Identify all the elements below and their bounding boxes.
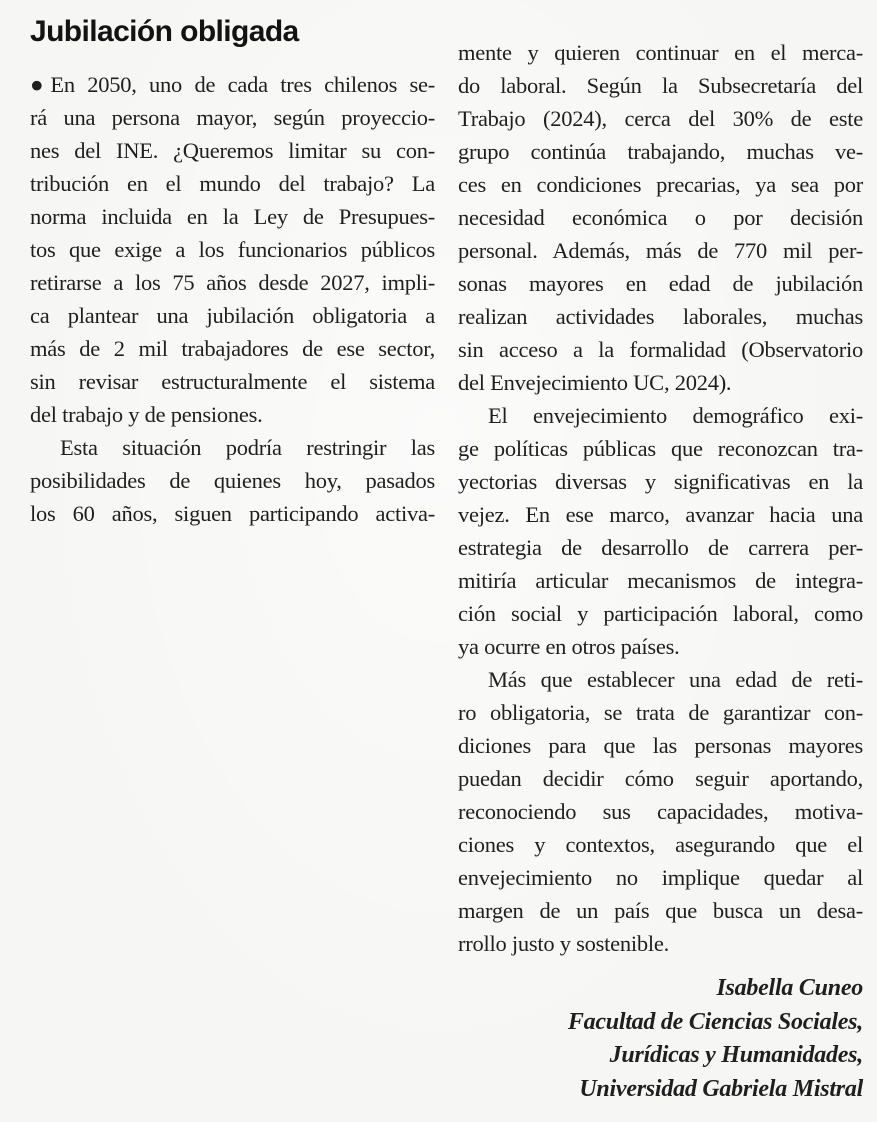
text-line: más de 2 mil trabajadores de ese sector,: [30, 336, 435, 361]
paragraph: [458, 36, 863, 399]
text-line: estrategia de desarrollo de carrera per-: [458, 535, 863, 560]
text-line: Más que establecer una edad de reti-: [488, 667, 863, 692]
text-line: do laboral. Según la Subsecretaría del: [458, 73, 863, 98]
text-line: ción social y participación laboral, como: [458, 601, 863, 626]
text-line: margen de un país que busca un desa-: [458, 898, 863, 923]
signature-block: [458, 972, 863, 1106]
signature-line: Universidad Gabriela Mistral: [579, 1075, 863, 1102]
text-line: ca plantear una jubilación obligatoria a: [30, 303, 435, 328]
text-line: diciones para que las personas mayores: [458, 733, 863, 758]
text-line: del Envejecimiento UC, 2024).: [458, 370, 732, 395]
text-line: ●En 2050, uno de cada tres chilenos se-: [30, 72, 435, 97]
text-line: ya ocurre en otros países.: [458, 634, 680, 659]
text-line: norma incluida en la Ley de Presupues-: [30, 204, 435, 229]
text-line: tos que exige a los funcionarios públicos: [30, 237, 435, 262]
text-line: El envejecimiento demográfico exi-: [488, 403, 863, 428]
text-line: nes del INE. ¿Queremos limitar su con-: [30, 138, 435, 163]
text-line: grupo continúa trabajando, muchas ve-: [458, 139, 863, 164]
text-line: ro obligatoria, se trata de garantizar con-: [458, 700, 863, 725]
text-line: mitiría articular mecanismos de integra-: [458, 568, 863, 593]
signature-line: Jurídicas y Humanidades,: [609, 1042, 863, 1068]
text-line: sonas mayores en edad de jubilación: [458, 271, 863, 296]
text-line: envejecimiento no implique quedar al: [458, 865, 863, 890]
text-line: vejez. En ese marco, avanzar hacia una: [458, 502, 863, 527]
right-column: [458, 36, 863, 1106]
signature-line: Facultad de Ciencias Sociales,: [567, 1008, 863, 1035]
article-title: Jubilación obligada: [30, 15, 299, 48]
text-line: realizan actividades laborales, muchas: [458, 304, 863, 329]
text-line: mente y quieren continuar en el merca-: [458, 40, 863, 65]
text-line: del trabajo y de pensiones.: [30, 402, 263, 427]
text-line: tribución en el mundo del trabajo? La: [30, 171, 435, 196]
text-line: sin revisar estructuralmente el sistema: [30, 369, 435, 394]
text-line: Esta situación podría restringir las: [60, 435, 435, 460]
text-line: ces en condiciones precarias, ya sea por: [458, 172, 863, 197]
text-line: yectorias diversas y significativas en la: [458, 469, 863, 494]
text-line: ciones y contextos, asegurando que el: [458, 832, 863, 857]
right-column-text: [458, 36, 863, 960]
left-column-text: [30, 68, 435, 530]
text-line: los 60 años, siguen participando activa-: [30, 501, 435, 526]
paragraph: [30, 431, 435, 530]
text-line: necesidad económica o por decisión: [458, 205, 863, 230]
text-line: personal. Además, más de 770 mil per-: [458, 238, 863, 263]
text-line: ge políticas públicas que reconozcan tra-: [458, 436, 863, 461]
paragraph: [458, 399, 863, 663]
paragraph: [458, 663, 863, 960]
text-line: retirarse a los 75 años desde 2027, impli-: [30, 270, 435, 295]
text-line: Trabajo (2024), cerca del 30% de este: [458, 106, 863, 131]
signature-line: Isabella Cuneo: [716, 975, 863, 1001]
text-line: posibilidades de quienes hoy, pasados: [30, 468, 435, 493]
paragraph: [30, 68, 435, 431]
text-line: puedan decidir cómo seguir aportando,: [458, 766, 863, 791]
text-line: rá una persona mayor, según proyeccio-: [30, 105, 435, 130]
text-line: rrollo justo y sostenible.: [458, 931, 669, 956]
text-line: reconociendo sus capacidades, motiva-: [458, 799, 863, 824]
text-line: sin acceso a la formalidad (Observatorio: [458, 337, 863, 362]
left-column: [30, 14, 435, 530]
